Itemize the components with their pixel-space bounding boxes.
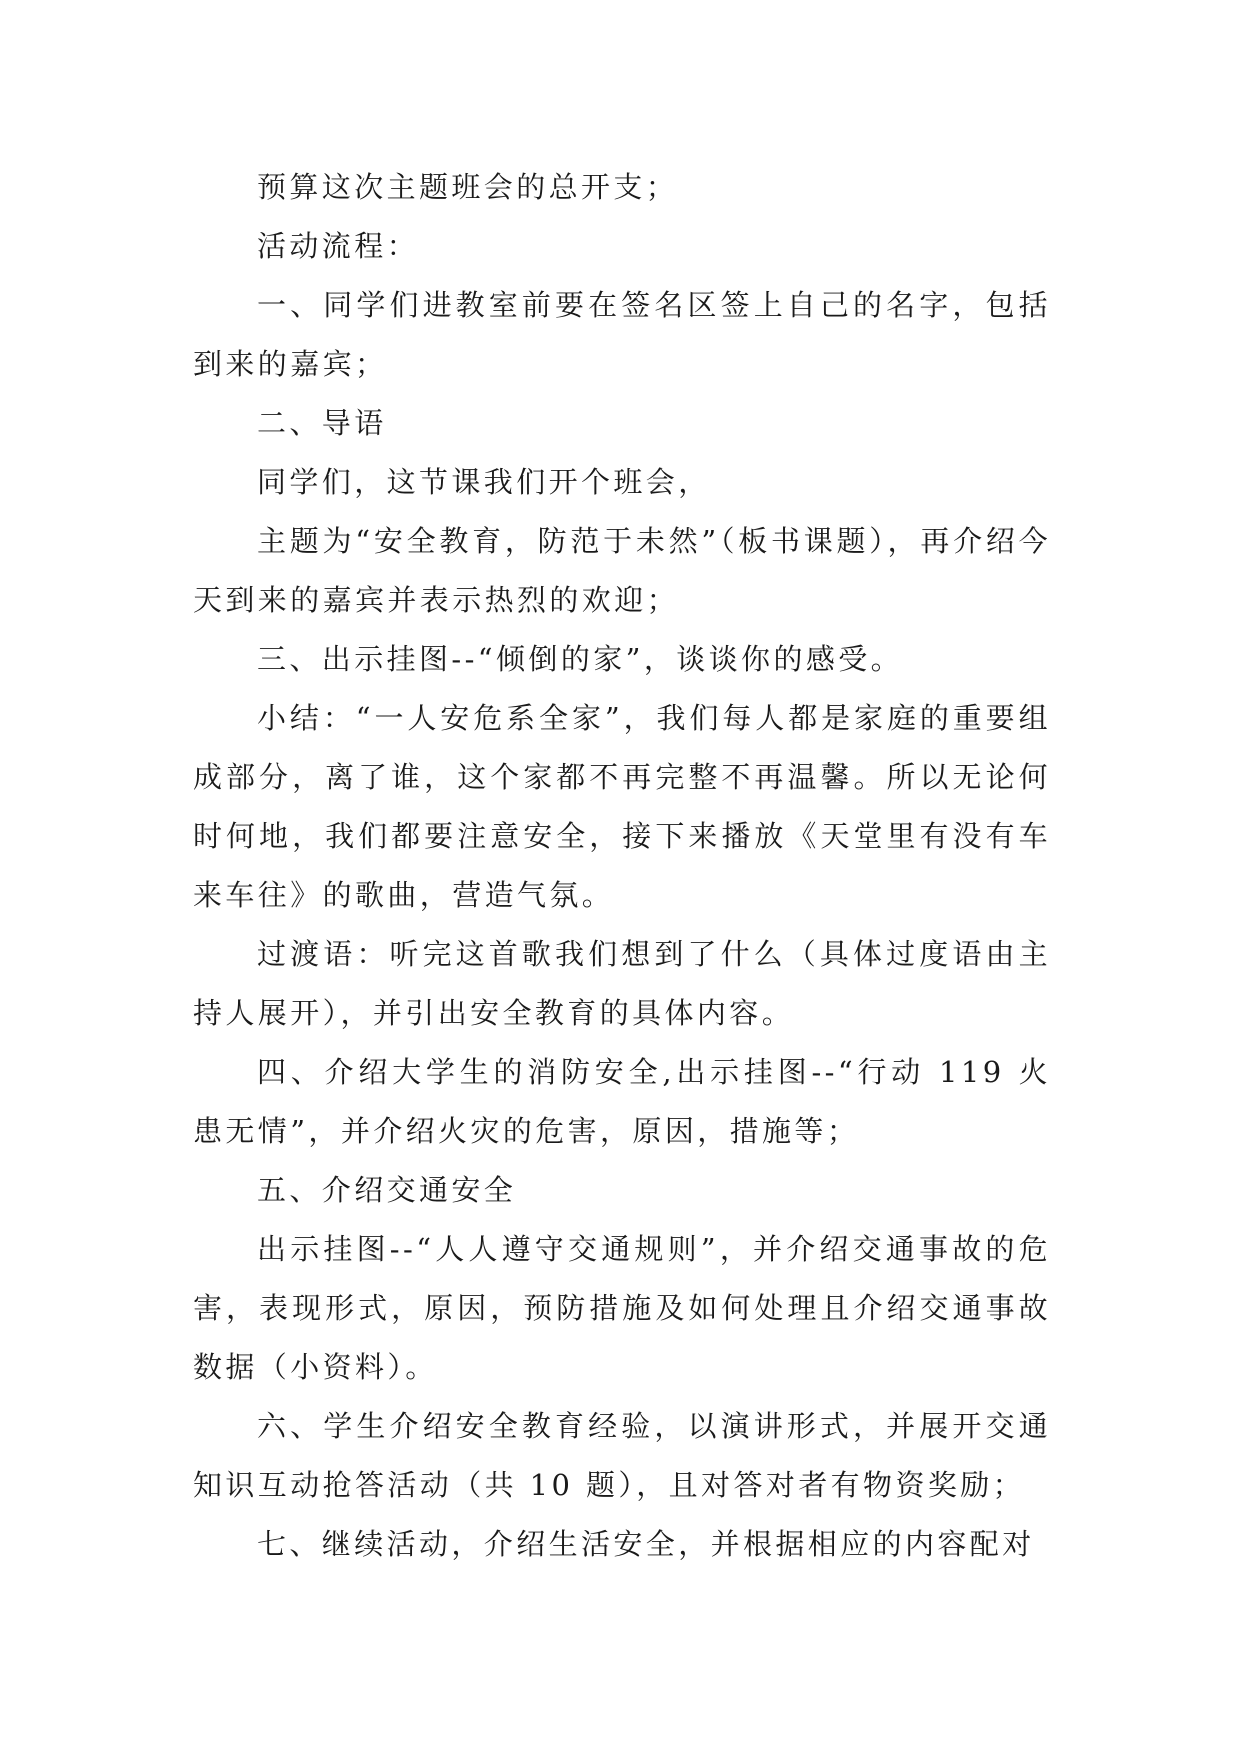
paragraph-traffic: 出示挂图--“人人遵守交通规则”，并介绍交通事故的危害，表现形式，原因，预防措施及如何处理且介绍交通事故数据（小资料）。 — [193, 1232, 1051, 1384]
paragraph-step-1: 一、同学们进教室前要在签名区签上自己的名字，包括到来的嘉宾； — [193, 288, 1051, 381]
paragraph-summary: 小结：“一人安危系全家”，我们每人都是家庭的重要组成部分，离了谁，这个家都不再完整不再温馨。所以无论何时何地，我们都要注意安全，接下来播放《天堂里有没有车来车往》的歌曲，营造气氛。 — [193, 701, 1051, 912]
paragraph-transition: 过渡语：听完这首歌我们想到了什么（具体过度语由主持人展开），并引出安全教育的具体内容。 — [193, 937, 1051, 1030]
paragraph-step-3: 三、出示挂图--“倾倒的家”，谈谈你的感受。 — [257, 642, 904, 676]
paragraph-intro-greeting: 同学们，这节课我们开个班会， — [257, 465, 711, 499]
paragraph-budget: 预算这次主题班会的总开支； — [257, 170, 679, 204]
paragraph-step-7: 七、继续活动，介绍生活安全，并根据相应的内容配对 — [257, 1527, 1035, 1561]
document-body — [193, 158, 1051, 1574]
paragraph-step-6: 六、学生介绍安全教育经验，以演讲形式，并展开交通知识互动抢答活动（共 10 题），且对答对者有物资奖励； — [193, 1409, 1051, 1502]
paragraph-step-4: 四、介绍大学生的消防安全,出示挂图--“行动 119 火患无情”，并介绍火灾的危害，原因，措施等； — [193, 1055, 1051, 1148]
paragraph-theme: 主题为“安全教育，防范于未然”（板书课题），再介绍今天到来的嘉宾并表示热烈的欢迎； — [193, 524, 1051, 617]
paragraph-step-2-heading: 二、导语 — [257, 406, 387, 440]
paragraph-process-heading: 活动流程： — [257, 229, 420, 263]
paragraph-step-5-heading: 五、介绍交通安全 — [257, 1173, 517, 1207]
